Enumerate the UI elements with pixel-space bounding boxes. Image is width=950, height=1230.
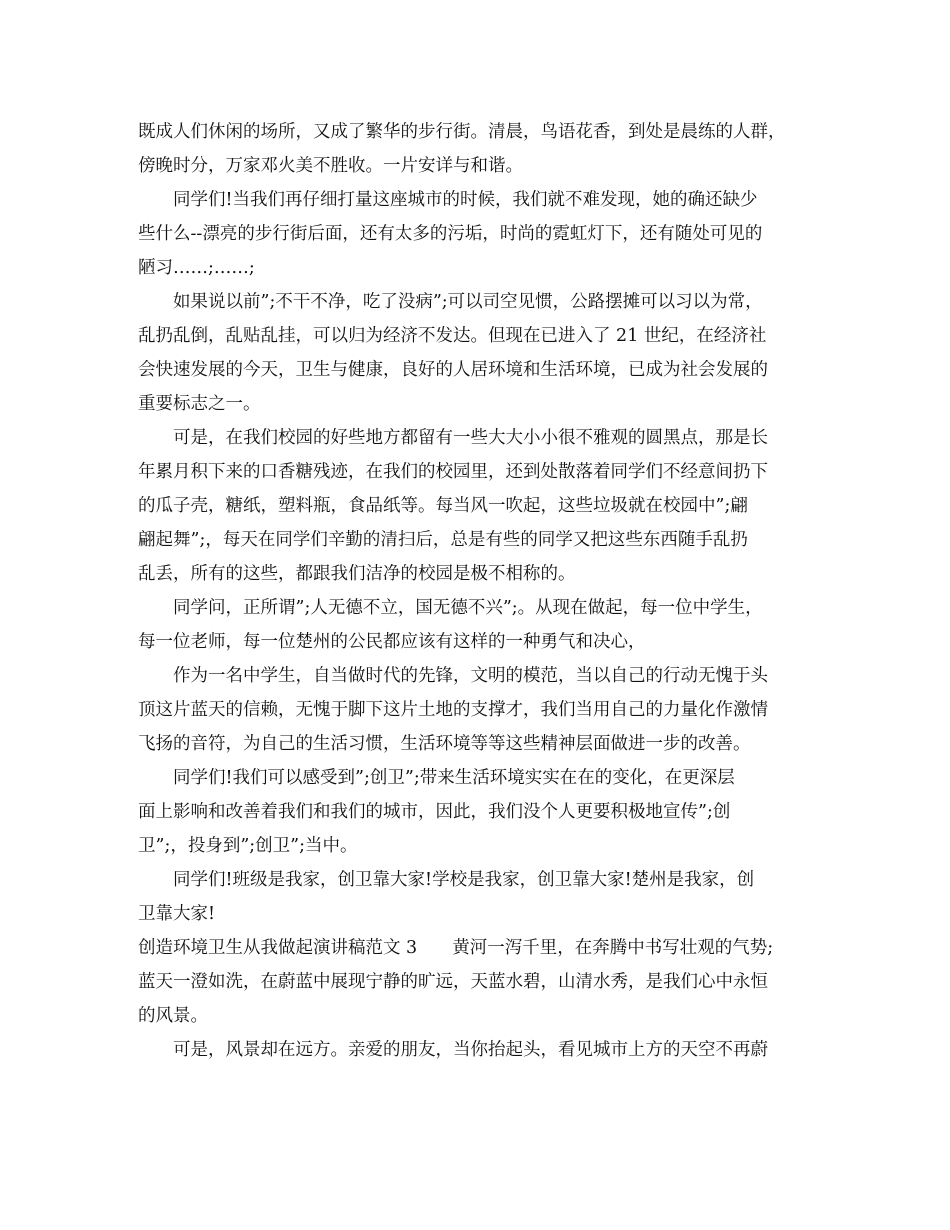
paragraph-start-line: 同学们!当我们再仔细打量这座城市的时候，我们就不难发现，她的确还缺少 <box>173 190 758 210</box>
paragraph-start-line: 可是，风景却在远方。亲爱的朋友，当你抬起头，看见城市上方的天空不再蔚 <box>173 1040 768 1060</box>
text-line: 傍晚时分，万家邓火美不胜收。一片安详与和谐。 <box>138 156 523 176</box>
text-line: 些什么--漂亮的步行街后面，还有太多的污垢，时尚的霓虹灯下，还有随处可见的 <box>138 224 763 244</box>
paragraph-start-line: 可是，在我们校园的好些地方都留有一些大大小小很不雅观的圆黑点，那是长 <box>173 428 768 448</box>
text-line: 乱丢，所有的这些，都跟我们洁净的校园是极不相称的。 <box>138 564 576 584</box>
section-heading-line: 创造环境卫生从我做起演讲稿范文 3 黄河一泻千里，在奔腾中书写壮观的气势; <box>138 938 774 958</box>
text-line: 的瓜子壳，糖纸，塑料瓶，食品纸等。每当风一吹起，这些垃圾就在校园中”;翩 <box>138 496 748 516</box>
text-line: 顶这片蓝天的信赖，无愧于脚下这片土地的支撑才，我们当用自己的力量化作激情 <box>138 700 768 720</box>
paragraph-start-line: 如果说以前”;不干不净，吃了没病”;可以司空见惯，公路摆摊可以习以为常， <box>173 292 763 312</box>
document-body <box>138 115 828 1067</box>
text-line: 面上影响和改善着我们和我们的城市，因此，我们没个人更要积极地宣传”;创 <box>138 802 731 822</box>
text-line: 的风景。 <box>138 1006 208 1026</box>
text-line: 飞扬的音符，为自己的生活习惯，生活环境等等这些精神层面做进一步的改善。 <box>138 734 751 754</box>
text-line: 年累月积下来的口香糖残迹，在我们的校园里，还到处散落着同学们不经意间扔下 <box>138 462 768 482</box>
paragraph-start-line: 同学们!我们可以感受到”;创卫”;带来生活环境实实在在的变化，在更深层 <box>173 768 735 788</box>
text-line: 陋习……;……; <box>138 258 255 278</box>
text-line: 乱扔乱倒，乱贴乱挂，可以归为经济不发达。但现在已进入了 21 世纪，在经济社 <box>138 326 767 346</box>
text-line: 每一位老师，每一位楚州的公民都应该有这样的一种勇气和决心， <box>138 632 646 652</box>
paragraph-start-line: 同学们!班级是我家，创卫靠大家!学校是我家，创卫靠大家!楚州是我家，创 <box>173 870 755 890</box>
text-line: 蓝天一澄如洗，在蔚蓝中展现宁静的旷远，天蓝水碧，山清水秀，是我们心中永恒 <box>138 972 768 992</box>
paragraph-start-line: 作为一名中学生，自当做时代的先锋，文明的模范，当以自己的行动无愧于头 <box>173 666 768 686</box>
text-line: 翩起舞”;，每天在同学们辛勤的清扫后，总是有些的同学又把这些东西随手乱扔 <box>138 530 748 550</box>
text-line: 卫”;，投身到”;创卫”;当中。 <box>138 836 358 856</box>
text-line: 会快速发展的今天，卫生与健康，良好的人居环境和生活环境，已成为社会发展的 <box>138 360 768 380</box>
paragraph-start-line: 同学问，正所谓”;人无德不立，国无德不兴”;。从现在做起，每一位中学生， <box>173 598 763 618</box>
text-line: 既成人们休闲的场所，又成了繁华的步行街。清晨，鸟语花香，到处是晨练的人群， <box>138 122 786 142</box>
text-line: 重要标志之一。 <box>138 394 261 414</box>
text-line: 卫靠大家! <box>138 904 216 924</box>
